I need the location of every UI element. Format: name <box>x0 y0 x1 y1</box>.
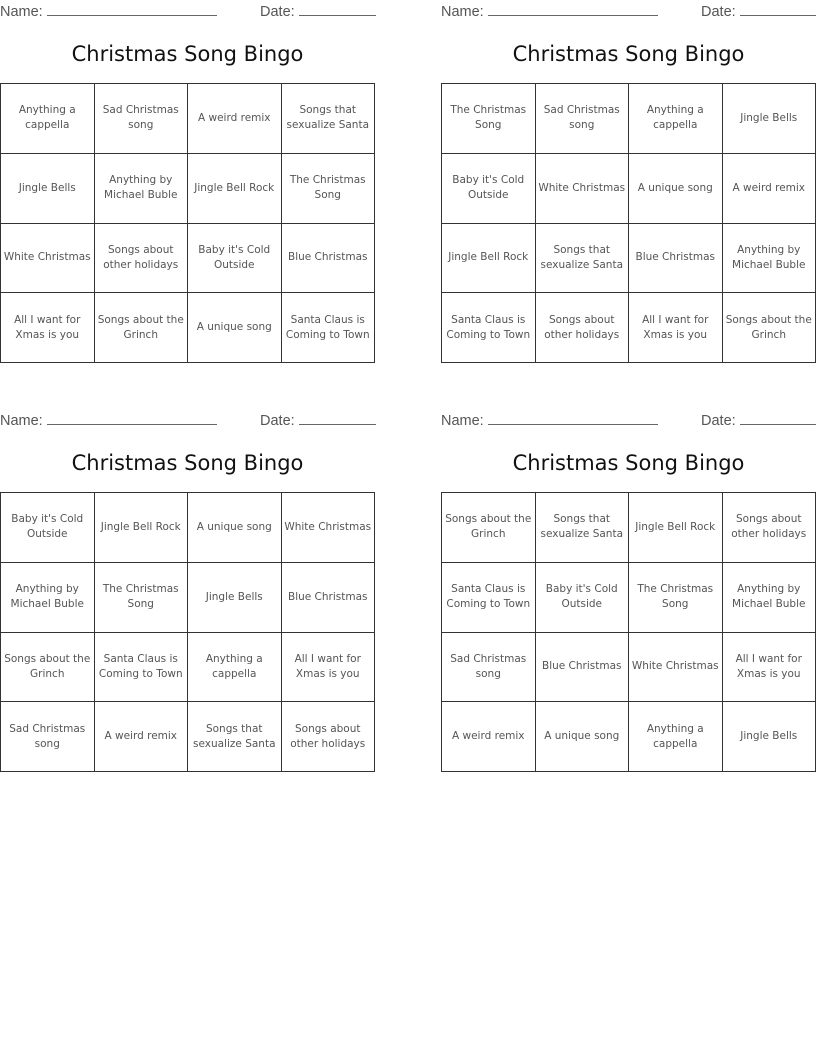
bingo-cell: White Christmas <box>535 153 629 223</box>
bingo-cell: Baby it's Cold Outside <box>442 153 536 223</box>
bingo-cell: The Christmas Song <box>281 153 375 223</box>
bingo-cell: Jingle Bells <box>722 84 816 154</box>
bingo-cell: Anything by Michael Buble <box>1 562 95 632</box>
bingo-cell: Songs about other holidays <box>722 493 816 563</box>
bingo-cell: Sad Christmas song <box>535 84 629 154</box>
card-title: Christmas Song Bingo <box>512 42 745 66</box>
card-title: Christmas Song Bingo <box>71 451 304 475</box>
bingo-row <box>442 293 816 363</box>
bingo-cell: Santa Claus is Coming to Town <box>94 632 188 702</box>
name-field <box>0 2 217 20</box>
bingo-row <box>1 223 375 293</box>
bingo-card-3 <box>0 409 375 750</box>
bingo-cell: Anything a cappella <box>188 632 282 702</box>
bingo-cell: All I want for Xmas is you <box>629 293 723 363</box>
bingo-cell: Songs about the Grinch <box>94 293 188 363</box>
bingo-cell: Anything by Michael Buble <box>94 153 188 223</box>
date-label: Date: <box>260 4 295 20</box>
bingo-cell: Songs about the Grinch <box>442 493 536 563</box>
bingo-row <box>442 84 816 154</box>
bingo-cell: A unique song <box>535 702 629 772</box>
bingo-cell: Santa Claus is Coming to Town <box>442 562 536 632</box>
card-header <box>0 2 375 20</box>
card-header <box>0 411 375 429</box>
bingo-cell: Jingle Bell Rock <box>442 223 536 293</box>
bingo-cell: Baby it's Cold Outside <box>1 493 95 563</box>
bingo-cell: White Christmas <box>281 493 375 563</box>
bingo-cell: Sad Christmas song <box>1 702 95 772</box>
bingo-cell: Anything a cappella <box>629 84 723 154</box>
bingo-grid <box>441 83 816 363</box>
name-field <box>441 411 658 429</box>
bingo-cell: White Christmas <box>629 632 723 702</box>
bingo-cell: Songs about the Grinch <box>1 632 95 702</box>
bingo-grid <box>0 83 375 363</box>
bingo-cell: Sad Christmas song <box>94 84 188 154</box>
bingo-cell: Jingle Bell Rock <box>94 493 188 563</box>
bingo-cell: Anything a cappella <box>1 84 95 154</box>
bingo-cell: The Christmas Song <box>629 562 723 632</box>
date-blank-line <box>740 2 816 16</box>
date-label: Date: <box>701 4 736 20</box>
bingo-row <box>1 293 375 363</box>
bingo-cell: A unique song <box>188 293 282 363</box>
card-header <box>441 411 816 429</box>
bingo-row <box>442 562 816 632</box>
bingo-cell: All I want for Xmas is you <box>281 632 375 702</box>
bingo-grid <box>0 492 375 772</box>
name-blank-line <box>47 411 217 425</box>
name-label: Name: <box>0 4 43 20</box>
bingo-cell: Songs that sexualize Santa <box>535 493 629 563</box>
bingo-cell: A unique song <box>629 153 723 223</box>
bingo-cell: Songs that sexualize Santa <box>535 223 629 293</box>
bingo-row <box>1 153 375 223</box>
bingo-cell: Songs that sexualize Santa <box>281 84 375 154</box>
date-blank-line <box>740 411 816 425</box>
name-label: Name: <box>0 413 43 429</box>
bingo-cell: All I want for Xmas is you <box>1 293 95 363</box>
bingo-row <box>442 153 816 223</box>
bingo-cell: A weird remix <box>188 84 282 154</box>
date-field <box>701 411 816 429</box>
name-blank-line <box>488 2 658 16</box>
bingo-cell: A unique song <box>188 493 282 563</box>
date-field <box>260 411 376 429</box>
bingo-card-4 <box>441 409 816 750</box>
date-blank-line <box>299 411 376 425</box>
bingo-cell: The Christmas Song <box>442 84 536 154</box>
date-label: Date: <box>701 413 736 429</box>
bingo-cell: Jingle Bell Rock <box>188 153 282 223</box>
name-blank-line <box>47 2 217 16</box>
bingo-cell: Songs about other holidays <box>281 702 375 772</box>
card-title: Christmas Song Bingo <box>512 451 745 475</box>
bingo-cell: Blue Christmas <box>629 223 723 293</box>
bingo-cell: Blue Christmas <box>535 632 629 702</box>
name-label: Name: <box>441 413 484 429</box>
bingo-row <box>1 84 375 154</box>
bingo-cell: Baby it's Cold Outside <box>535 562 629 632</box>
card-header <box>441 2 816 20</box>
bingo-cell: Sad Christmas song <box>442 632 536 702</box>
name-field <box>0 411 217 429</box>
bingo-cell: Anything by Michael Buble <box>722 223 816 293</box>
bingo-cell: Santa Claus is Coming to Town <box>281 293 375 363</box>
bingo-cell: Jingle Bells <box>1 153 95 223</box>
bingo-row <box>442 223 816 293</box>
card-title: Christmas Song Bingo <box>71 42 304 66</box>
bingo-cell: A weird remix <box>442 702 536 772</box>
date-label: Date: <box>260 413 295 429</box>
bingo-cell: Jingle Bell Rock <box>629 493 723 563</box>
bingo-cell: Songs that sexualize Santa <box>188 702 282 772</box>
bingo-cell: Songs about other holidays <box>94 223 188 293</box>
bingo-cell: A weird remix <box>722 153 816 223</box>
bingo-row <box>1 493 375 563</box>
bingo-cell: Jingle Bells <box>188 562 282 632</box>
bingo-cell: Anything by Michael Buble <box>722 562 816 632</box>
bingo-cell: Songs about the Grinch <box>722 293 816 363</box>
bingo-card-1 <box>0 0 375 341</box>
bingo-row <box>1 702 375 772</box>
bingo-cell: All I want for Xmas is you <box>722 632 816 702</box>
bingo-row <box>1 632 375 702</box>
bingo-cell: The Christmas Song <box>94 562 188 632</box>
bingo-row <box>442 493 816 563</box>
bingo-cell: White Christmas <box>1 223 95 293</box>
date-blank-line <box>299 2 376 16</box>
bingo-card-2 <box>441 0 816 341</box>
bingo-cell: Santa Claus is Coming to Town <box>442 293 536 363</box>
bingo-cell: Songs about other holidays <box>535 293 629 363</box>
bingo-cell: Anything a cappella <box>629 702 723 772</box>
name-blank-line <box>488 411 658 425</box>
date-field <box>701 2 816 20</box>
bingo-cell: Blue Christmas <box>281 562 375 632</box>
bingo-row <box>1 562 375 632</box>
bingo-grid <box>441 492 816 772</box>
name-label: Name: <box>441 4 484 20</box>
bingo-cell: A weird remix <box>94 702 188 772</box>
bingo-cell: Jingle Bells <box>722 702 816 772</box>
bingo-row <box>442 702 816 772</box>
name-field <box>441 2 658 20</box>
bingo-cell: Blue Christmas <box>281 223 375 293</box>
date-field <box>260 2 376 20</box>
bingo-row <box>442 632 816 702</box>
bingo-cell: Baby it's Cold Outside <box>188 223 282 293</box>
